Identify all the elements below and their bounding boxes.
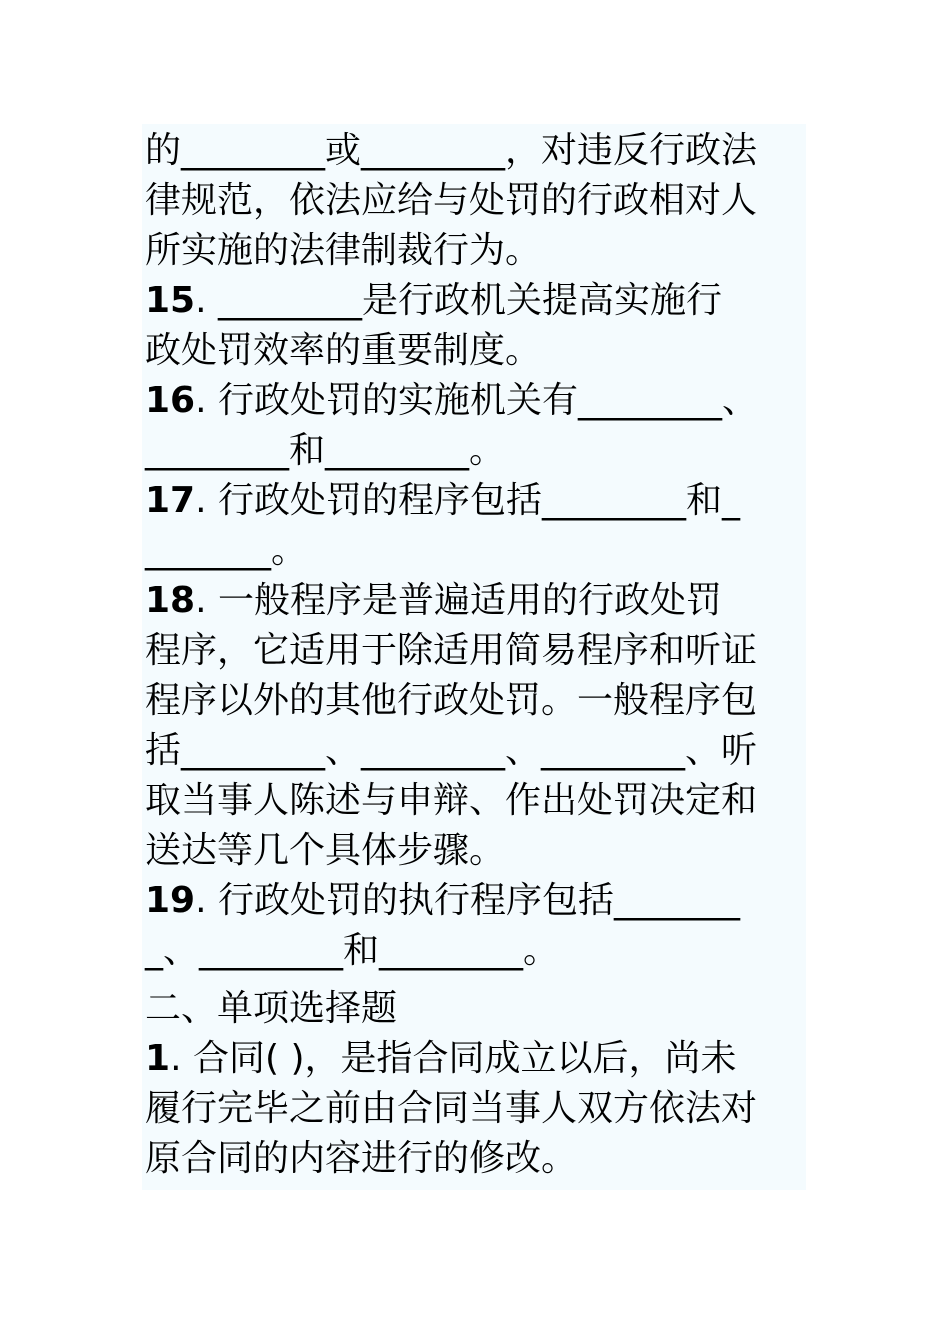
question-18: 18. 一般程序是普遍适用的行政处罚 xyxy=(145,580,722,621)
question-number: 19 xyxy=(145,880,196,921)
text-line: 取当事人陈述与申辩、作出处罚决定和 xyxy=(145,780,758,821)
question-17: 17. 行政处罚的程序包括________和_ xyxy=(145,480,740,521)
question-19: 19. 行政处罚的执行程序包括_______ xyxy=(145,880,740,921)
text-line: 律规范，依法应给与处罚的行政相对人 xyxy=(145,180,758,221)
text-line: _______。 xyxy=(145,530,308,571)
section-heading: 二、单项选择题 xyxy=(145,988,398,1029)
document-body xyxy=(145,126,805,1184)
text-line: 所实施的法律制裁行为。 xyxy=(145,230,542,271)
text-line: 履行完毕之前由合同当事人双方依法对 xyxy=(145,1088,758,1129)
question-number: 18 xyxy=(145,580,196,621)
text-line: 送达等几个具体步骤。 xyxy=(145,830,506,871)
text-line: 程序以外的其他行政处罚。一般程序包 xyxy=(145,680,758,721)
text-line: 程序，它适用于除适用简易程序和听证 xyxy=(145,630,758,671)
question-number: 17 xyxy=(145,480,196,521)
question-number: 16 xyxy=(145,380,196,421)
text-line: _、________和________。 xyxy=(145,930,559,971)
text-line: 政处罚效率的重要制度。 xyxy=(145,330,542,371)
text-line: 括________、________、________、听 xyxy=(145,730,757,771)
text-line: ________和________。 xyxy=(145,430,505,471)
text-line: 的________或________，对违反行政法 xyxy=(145,130,758,171)
question-16: 16. 行政处罚的实施机关有________、 xyxy=(145,380,758,421)
question-1: 1. 合同( )，是指合同成立以后，尚未 xyxy=(145,1038,737,1079)
question-number: 1 xyxy=(145,1038,171,1079)
question-15: 15. ________是行政机关提高实施行 xyxy=(145,280,722,321)
question-number: 15 xyxy=(145,280,196,321)
text-line: 原合同的内容进行的修改。 xyxy=(145,1138,578,1179)
